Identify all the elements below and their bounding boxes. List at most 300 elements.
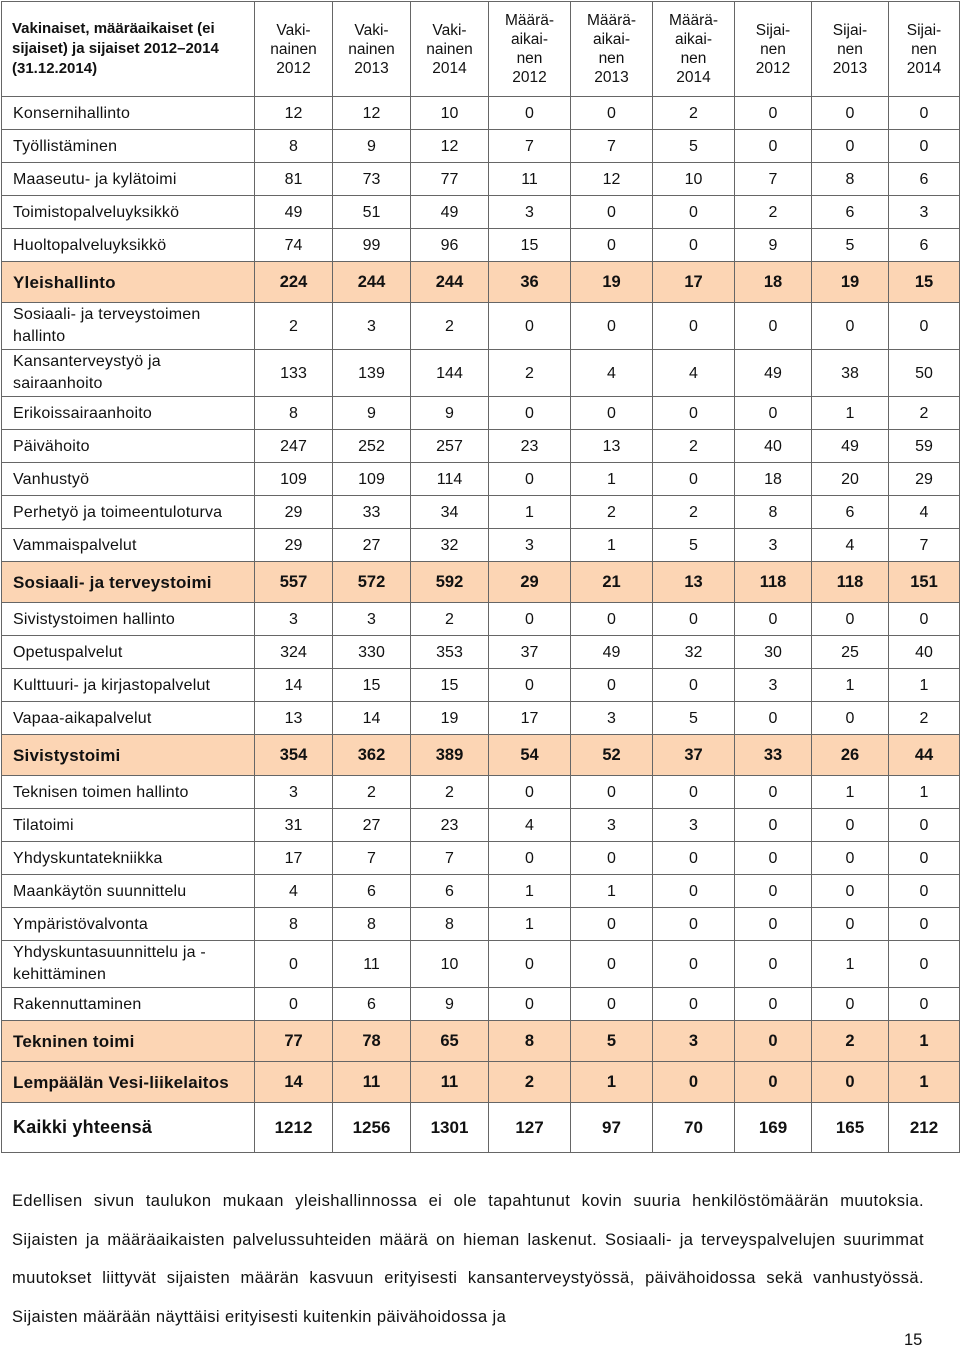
table-cell: 3 — [255, 603, 333, 636]
table-cell: 0 — [812, 1062, 889, 1103]
table-cell: 2 — [489, 1062, 571, 1103]
table-cell: 9 — [411, 988, 489, 1021]
table-cell: 0 — [571, 908, 653, 941]
table-cell: 1 — [889, 669, 960, 702]
table-cell: 4 — [489, 809, 571, 842]
table-cell: 0 — [889, 941, 960, 988]
table-cell: 17 — [255, 842, 333, 875]
table-cell: 27 — [333, 809, 411, 842]
table-cell: 4 — [812, 529, 889, 562]
table-cell: 10 — [653, 163, 735, 196]
table-cell: 114 — [411, 463, 489, 496]
table-cell: 592 — [411, 562, 489, 603]
staff-table — [1, 1, 960, 1153]
table-cell: 0 — [571, 669, 653, 702]
row-label: Huoltopalveluyksikkö — [2, 229, 255, 262]
table-cell: 7 — [489, 130, 571, 163]
col-header: Määrä- aikai- nen 2013 — [571, 2, 653, 97]
table-cell: 118 — [735, 562, 812, 603]
table-cell: 127 — [489, 1103, 571, 1153]
table-cell: 1301 — [411, 1103, 489, 1153]
summary-row — [2, 262, 960, 303]
table-cell: 3 — [571, 809, 653, 842]
table-row — [2, 529, 960, 562]
table-cell: 2 — [411, 776, 489, 809]
table-cell: 1 — [489, 875, 571, 908]
table-cell: 14 — [333, 702, 411, 735]
table-row — [2, 130, 960, 163]
table-cell: 557 — [255, 562, 333, 603]
table-cell: 8 — [333, 908, 411, 941]
table-cell: 257 — [411, 430, 489, 463]
table-cell: 33 — [735, 735, 812, 776]
col-header: Määrä- aikai- nen 2012 — [489, 2, 571, 97]
table-cell: 7 — [333, 842, 411, 875]
table-row — [2, 669, 960, 702]
table-cell: 0 — [255, 988, 333, 1021]
table-cell: 133 — [255, 350, 333, 397]
table-cell: 36 — [489, 262, 571, 303]
table-cell: 0 — [735, 130, 812, 163]
table-cell: 9 — [411, 397, 489, 430]
table-row — [2, 875, 960, 908]
table-cell: 13 — [255, 702, 333, 735]
table-cell: 0 — [653, 603, 735, 636]
table-cell: 0 — [653, 908, 735, 941]
row-label: Sivistystoimi — [2, 735, 255, 776]
table-cell: 0 — [489, 941, 571, 988]
table-cell: 0 — [812, 303, 889, 350]
table-cell: 3 — [571, 702, 653, 735]
table-row — [2, 988, 960, 1021]
table-cell: 20 — [812, 463, 889, 496]
table-cell: 3 — [735, 669, 812, 702]
table-cell: 362 — [333, 735, 411, 776]
table-cell: 0 — [489, 842, 571, 875]
table-cell: 244 — [411, 262, 489, 303]
table-cell: 8 — [489, 1021, 571, 1062]
row-label: Rakennuttaminen — [2, 988, 255, 1021]
table-cell: 3 — [489, 196, 571, 229]
table-cell: 0 — [653, 196, 735, 229]
row-label: Kulttuuri- ja kirjastopalvelut — [2, 669, 255, 702]
table-cell: 2 — [735, 196, 812, 229]
table-cell: 2 — [653, 97, 735, 130]
table-cell: 0 — [735, 809, 812, 842]
table-corner-header: Vakinaiset, määräaikaiset (ei sijaiset) ja sijaiset 2012–2014 (31.12.2014) — [2, 2, 255, 97]
row-label: Yhdyskuntatekniikka — [2, 842, 255, 875]
table-cell: 23 — [411, 809, 489, 842]
table-cell: 19 — [571, 262, 653, 303]
table-cell: 0 — [735, 941, 812, 988]
table-cell: 5 — [653, 529, 735, 562]
table-cell: 6 — [411, 875, 489, 908]
table-cell: 0 — [653, 776, 735, 809]
table-cell: 169 — [735, 1103, 812, 1153]
row-label: Konsernihallinto — [2, 97, 255, 130]
table-cell: 0 — [735, 776, 812, 809]
table-cell: 15 — [411, 669, 489, 702]
table-cell: 0 — [489, 669, 571, 702]
table-cell: 1 — [812, 776, 889, 809]
table-cell: 0 — [571, 97, 653, 130]
summary-row — [2, 1062, 960, 1103]
row-label: Teknisen toimen hallinto — [2, 776, 255, 809]
table-cell: 0 — [735, 842, 812, 875]
table-cell: 0 — [571, 397, 653, 430]
table-cell: 0 — [653, 875, 735, 908]
table-cell: 330 — [333, 636, 411, 669]
table-cell: 0 — [489, 988, 571, 1021]
table-cell: 40 — [735, 430, 812, 463]
table-cell: 0 — [812, 603, 889, 636]
table-cell: 0 — [735, 1062, 812, 1103]
table-cell: 0 — [735, 702, 812, 735]
table-cell: 32 — [653, 636, 735, 669]
table-cell: 19 — [812, 262, 889, 303]
table-cell: 8 — [255, 397, 333, 430]
table-cell: 52 — [571, 735, 653, 776]
table-cell: 8 — [735, 496, 812, 529]
table-cell: 572 — [333, 562, 411, 603]
table-cell: 354 — [255, 735, 333, 776]
col-header: Vaki- nainen 2012 — [255, 2, 333, 97]
table-cell: 19 — [411, 702, 489, 735]
table-row — [2, 603, 960, 636]
table-cell: 37 — [489, 636, 571, 669]
table-cell: 2 — [653, 496, 735, 529]
table-cell: 144 — [411, 350, 489, 397]
table-cell: 5 — [812, 229, 889, 262]
table-cell: 0 — [889, 603, 960, 636]
table-cell: 11 — [489, 163, 571, 196]
table-cell: 9 — [333, 397, 411, 430]
table-cell: 5 — [571, 1021, 653, 1062]
table-cell: 38 — [812, 350, 889, 397]
table-cell: 0 — [653, 303, 735, 350]
table-cell: 30 — [735, 636, 812, 669]
table-row — [2, 350, 960, 397]
table-cell: 81 — [255, 163, 333, 196]
table-cell: 7 — [411, 842, 489, 875]
table-cell: 0 — [812, 97, 889, 130]
summary-row — [2, 562, 960, 603]
table-cell: 1 — [571, 875, 653, 908]
row-label: Sosiaali- ja terveystoimen hallinto — [2, 303, 255, 350]
table-row — [2, 397, 960, 430]
table-cell: 1 — [889, 776, 960, 809]
table-row — [2, 702, 960, 735]
table-cell: 2 — [653, 430, 735, 463]
table-cell: 2 — [571, 496, 653, 529]
table-cell: 1256 — [333, 1103, 411, 1153]
table-cell: 73 — [333, 163, 411, 196]
table-cell: 12 — [571, 163, 653, 196]
table-cell: 17 — [489, 702, 571, 735]
table-cell: 118 — [812, 562, 889, 603]
table-cell: 33 — [333, 496, 411, 529]
row-label: Kaikki yhteensä — [2, 1103, 255, 1153]
table-cell: 65 — [411, 1021, 489, 1062]
table-cell: 0 — [812, 842, 889, 875]
table-cell: 0 — [889, 97, 960, 130]
table-cell: 2 — [333, 776, 411, 809]
table-cell: 252 — [333, 430, 411, 463]
table-cell: 0 — [571, 941, 653, 988]
table-cell: 49 — [255, 196, 333, 229]
row-label: Tekninen toimi — [2, 1021, 255, 1062]
table-cell: 29 — [255, 496, 333, 529]
table-cell: 0 — [653, 842, 735, 875]
table-row — [2, 776, 960, 809]
row-label: Sosiaali- ja terveystoimi — [2, 562, 255, 603]
table-row — [2, 908, 960, 941]
table-cell: 6 — [889, 163, 960, 196]
row-label: Kansanterveystyö ja sairaanhoito — [2, 350, 255, 397]
table-cell: 77 — [255, 1021, 333, 1062]
table-cell: 8 — [411, 908, 489, 941]
summary-row — [2, 1021, 960, 1062]
table-cell: 324 — [255, 636, 333, 669]
table-cell: 0 — [489, 776, 571, 809]
table-cell: 0 — [889, 303, 960, 350]
table-cell: 14 — [255, 669, 333, 702]
table-cell: 78 — [333, 1021, 411, 1062]
table-cell: 6 — [812, 496, 889, 529]
table-cell: 13 — [571, 430, 653, 463]
page-number: 15 — [904, 1331, 923, 1349]
table-cell: 0 — [735, 603, 812, 636]
row-label: Ympäristövalvonta — [2, 908, 255, 941]
table-row — [2, 809, 960, 842]
table-cell: 0 — [653, 988, 735, 1021]
col-header: Sijai- nen 2013 — [812, 2, 889, 97]
table-cell: 353 — [411, 636, 489, 669]
table-cell: 0 — [571, 303, 653, 350]
table-cell: 109 — [255, 463, 333, 496]
header-row — [2, 2, 960, 97]
table-cell: 3 — [255, 776, 333, 809]
table-cell: 0 — [653, 229, 735, 262]
table-cell: 17 — [653, 262, 735, 303]
row-label: Työllistäminen — [2, 130, 255, 163]
table-cell: 1 — [571, 529, 653, 562]
table-cell: 29 — [889, 463, 960, 496]
table-cell: 0 — [489, 603, 571, 636]
table-cell: 37 — [653, 735, 735, 776]
col-header: Sijai- nen 2014 — [889, 2, 960, 97]
table-cell: 0 — [571, 988, 653, 1021]
row-label: Vammaispalvelut — [2, 529, 255, 562]
table-cell: 0 — [889, 875, 960, 908]
row-label: Erikoissairaanhoito — [2, 397, 255, 430]
table-cell: 0 — [571, 196, 653, 229]
table-cell: 15 — [489, 229, 571, 262]
table-cell: 224 — [255, 262, 333, 303]
table-cell: 1 — [812, 669, 889, 702]
table-cell: 97 — [571, 1103, 653, 1153]
table-cell: 12 — [333, 97, 411, 130]
table-cell: 8 — [812, 163, 889, 196]
table-cell: 0 — [889, 842, 960, 875]
table-cell: 2 — [411, 603, 489, 636]
table-cell: 6 — [333, 875, 411, 908]
table-cell: 27 — [333, 529, 411, 562]
table-cell: 0 — [653, 669, 735, 702]
table-row — [2, 163, 960, 196]
table-cell: 7 — [571, 130, 653, 163]
table-cell: 1 — [889, 1021, 960, 1062]
table-cell: 15 — [333, 669, 411, 702]
table-cell: 0 — [812, 809, 889, 842]
table-cell: 7 — [735, 163, 812, 196]
table-cell: 29 — [255, 529, 333, 562]
table-cell: 99 — [333, 229, 411, 262]
total-row — [2, 1103, 960, 1153]
table-cell: 0 — [812, 908, 889, 941]
table-cell: 0 — [735, 875, 812, 908]
table-cell: 34 — [411, 496, 489, 529]
table-cell: 26 — [812, 735, 889, 776]
table-cell: 9 — [735, 229, 812, 262]
table-row — [2, 463, 960, 496]
row-label: Perhetyö ja toimeentuloturva — [2, 496, 255, 529]
table-cell: 244 — [333, 262, 411, 303]
table-cell: 0 — [889, 908, 960, 941]
table-cell: 0 — [489, 397, 571, 430]
table-cell: 77 — [411, 163, 489, 196]
table-cell: 96 — [411, 229, 489, 262]
table-cell: 0 — [735, 1021, 812, 1062]
row-label: Maankäytön suunnittelu — [2, 875, 255, 908]
table-cell: 10 — [411, 97, 489, 130]
table-row — [2, 303, 960, 350]
table-cell: 1212 — [255, 1103, 333, 1153]
table-cell: 1 — [812, 941, 889, 988]
table-cell: 15 — [889, 262, 960, 303]
table-cell: 0 — [489, 303, 571, 350]
table-cell: 9 — [333, 130, 411, 163]
col-header: Määrä- aikai- nen 2014 — [653, 2, 735, 97]
table-cell: 3 — [653, 809, 735, 842]
table-cell: 6 — [889, 229, 960, 262]
row-label: Yhdyskuntasuunnittelu ja -kehittäminen — [2, 941, 255, 988]
table-cell: 3 — [489, 529, 571, 562]
table-cell: 44 — [889, 735, 960, 776]
col-header: Sijai- nen 2012 — [735, 2, 812, 97]
table-cell: 4 — [653, 350, 735, 397]
table-cell: 0 — [735, 303, 812, 350]
table-cell: 3 — [889, 196, 960, 229]
table-cell: 49 — [571, 636, 653, 669]
body-paragraph: Edellisen sivun taulukon mukaan yleishallinnossa ei ole tapahtunut kovin suuria henkilöstömäärän muutoksia. Sijaisten ja määräaikaisten palvelussuhteiden määrä on hieman laskenut. Sosiaali- ja terveyspalvelujen suurimmat muutokset liittyvät sijaisten määrän kasvuun erityisesti kansanterveystyössä, päivähoidossa sekä vanhustyössä. Sijaisten määrään näyttäisi erityisesti kuitenkin päivähoidossa ja — [12, 1192, 924, 1326]
table-cell: 0 — [889, 130, 960, 163]
row-label: Tilatoimi — [2, 809, 255, 842]
table-cell: 165 — [812, 1103, 889, 1153]
table-cell: 3 — [735, 529, 812, 562]
table-cell: 13 — [653, 562, 735, 603]
table-cell: 0 — [489, 97, 571, 130]
table-cell: 1 — [489, 908, 571, 941]
table-row — [2, 636, 960, 669]
table-cell: 59 — [889, 430, 960, 463]
table-cell: 0 — [812, 988, 889, 1021]
table-cell: 0 — [735, 908, 812, 941]
table-cell: 12 — [255, 97, 333, 130]
table-cell: 32 — [411, 529, 489, 562]
col-header: Vaki- nainen 2014 — [411, 2, 489, 97]
table-row — [2, 430, 960, 463]
col-header: Vaki- nainen 2013 — [333, 2, 411, 97]
table-cell: 6 — [333, 988, 411, 1021]
table-cell: 4 — [889, 496, 960, 529]
table-cell: 1 — [571, 1062, 653, 1103]
row-label: Vanhustyö — [2, 463, 255, 496]
table-cell: 49 — [411, 196, 489, 229]
table-row — [2, 842, 960, 875]
table-cell: 139 — [333, 350, 411, 397]
table-row — [2, 941, 960, 988]
table-cell: 3 — [333, 303, 411, 350]
table-cell: 0 — [889, 988, 960, 1021]
table-cell: 0 — [571, 776, 653, 809]
table-cell: 14 — [255, 1062, 333, 1103]
table-row — [2, 97, 960, 130]
table-cell: 4 — [255, 875, 333, 908]
row-label: Lempäälän Vesi-liikelaitos — [2, 1062, 255, 1103]
table-cell: 18 — [735, 463, 812, 496]
table-cell: 10 — [411, 941, 489, 988]
table-cell: 109 — [333, 463, 411, 496]
table-cell: 29 — [489, 562, 571, 603]
table-cell: 0 — [735, 988, 812, 1021]
table-cell: 247 — [255, 430, 333, 463]
row-label: Sivistystoimen hallinto — [2, 603, 255, 636]
summary-row — [2, 735, 960, 776]
table-cell: 1 — [889, 1062, 960, 1103]
table-cell: 151 — [889, 562, 960, 603]
table-cell: 0 — [571, 842, 653, 875]
table-cell: 25 — [812, 636, 889, 669]
table-row — [2, 496, 960, 529]
table-cell: 49 — [735, 350, 812, 397]
table-cell: 2 — [889, 702, 960, 735]
table-row — [2, 229, 960, 262]
row-label: Toimistopalveluyksikkö — [2, 196, 255, 229]
table-cell: 0 — [735, 397, 812, 430]
table-cell: 8 — [255, 908, 333, 941]
table-cell: 1 — [571, 463, 653, 496]
table-cell: 5 — [653, 702, 735, 735]
table-cell: 51 — [333, 196, 411, 229]
table-cell: 0 — [812, 702, 889, 735]
table-cell: 40 — [889, 636, 960, 669]
table-cell: 50 — [889, 350, 960, 397]
table-cell: 6 — [812, 196, 889, 229]
table-cell: 4 — [571, 350, 653, 397]
row-label: Päivähoito — [2, 430, 255, 463]
table-cell: 11 — [333, 1062, 411, 1103]
table-cell: 0 — [489, 463, 571, 496]
table-cell: 2 — [812, 1021, 889, 1062]
table-cell: 2 — [411, 303, 489, 350]
table-cell: 7 — [889, 529, 960, 562]
table-cell: 11 — [411, 1062, 489, 1103]
table-cell: 0 — [653, 1062, 735, 1103]
table-cell: 0 — [812, 130, 889, 163]
table-cell: 3 — [653, 1021, 735, 1062]
table-cell: 11 — [333, 941, 411, 988]
